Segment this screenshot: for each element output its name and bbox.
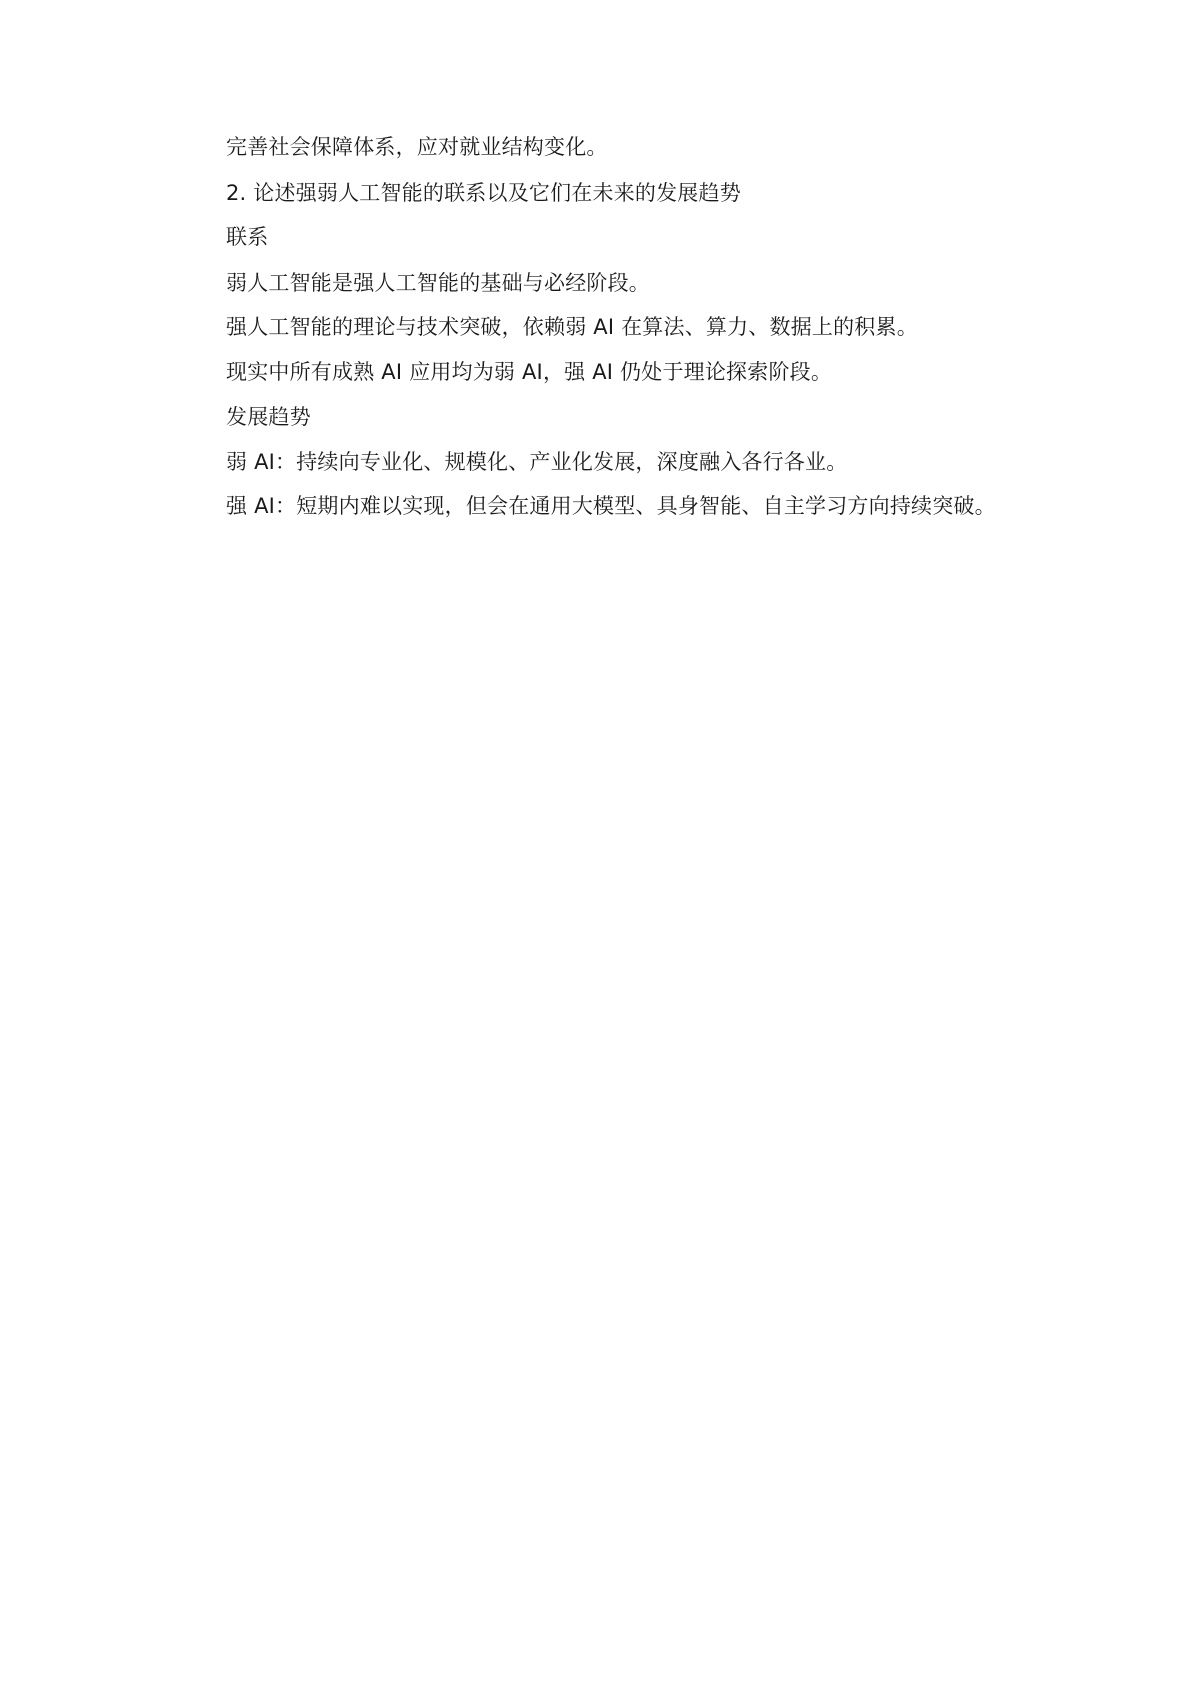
paragraph-lianxi-2: 强人工智能的理论与技术突破，依赖弱 AI 在算法、算力、数据上的积累。 <box>226 315 918 339</box>
paragraph-social-security: 完善社会保障体系，应对就业结构变化。 <box>226 135 608 159</box>
question-2-title: 2. 论述强弱人工智能的联系以及它们在未来的发展趋势 <box>226 181 741 205</box>
heading-lianxi: 联系 <box>226 225 269 249</box>
paragraph-lianxi-3: 现实中所有成熟 AI 应用均为弱 AI，强 AI 仍处于理论探索阶段。 <box>226 360 833 384</box>
paragraph-fazhan-2: 强 AI：短期内难以实现，但会在通用大模型、具身智能、自主学习方向持续突破。 <box>226 494 996 518</box>
paragraph-lianxi-1: 弱人工智能是强人工智能的基础与必经阶段。 <box>226 271 650 295</box>
paragraph-fazhan-1: 弱 AI：持续向专业化、规模化、产业化发展，深度融入各行各业。 <box>226 450 848 474</box>
heading-fazhan: 发展趋势 <box>226 405 311 429</box>
